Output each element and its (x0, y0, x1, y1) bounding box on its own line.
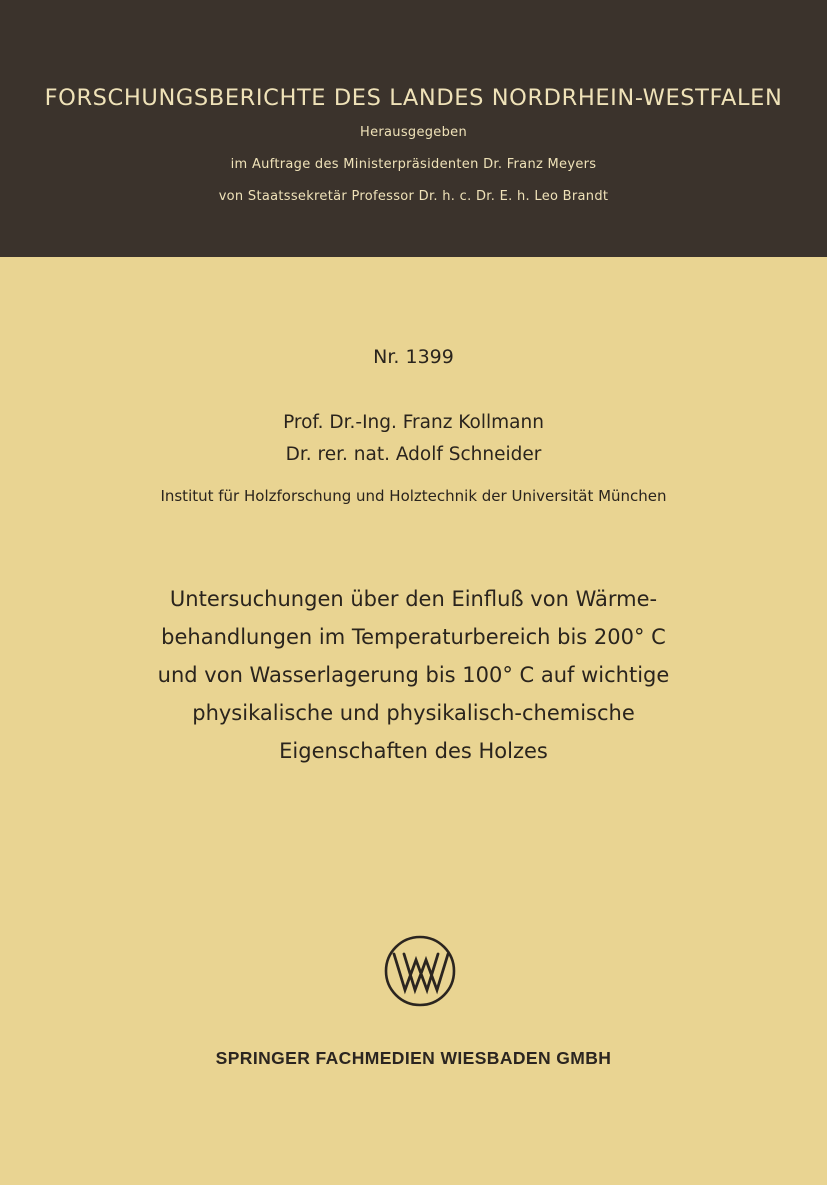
institute: Institut für Holzforschung und Holztechnik der Universität München (160, 487, 667, 505)
title-line-1: Untersuchungen über den Einfluß von Wärme- (169, 587, 658, 611)
publisher-wv-logo-icon (382, 933, 458, 1009)
title-line-5: Eigenschaften des Holzes (279, 739, 548, 763)
publisher-name: SPRINGER FACHMEDIEN WIESBADEN GMBH (215, 1048, 612, 1068)
report-number: Nr. 1399 (373, 346, 454, 368)
editor-line-3: von Staatssekretär Professor Dr. h. c. Dr. E. h. Leo Brandt (218, 189, 609, 204)
series-title: FORSCHUNGSBERICHTE DES LANDES NORDRHEIN-WESTFALEN (44, 85, 783, 111)
author-2: Dr. rer. nat. Adolf Schneider (285, 444, 542, 465)
author-1: Prof. Dr.-Ing. Franz Kollmann (283, 412, 544, 433)
header-band (0, 0, 827, 257)
title-line-3: und von Wasserlagerung bis 100° C auf wichtige (157, 663, 670, 687)
editor-line-1: Herausgegeben (360, 125, 467, 140)
title-line-2: behandlungen im Temperaturbereich bis 200° C (161, 625, 666, 649)
editor-line-2: im Auftrage des Ministerpräsidenten Dr. Franz Meyers (230, 157, 597, 172)
book-title (0, 580, 827, 770)
title-line-4: physikalische und physikalisch-chemische (192, 701, 635, 725)
